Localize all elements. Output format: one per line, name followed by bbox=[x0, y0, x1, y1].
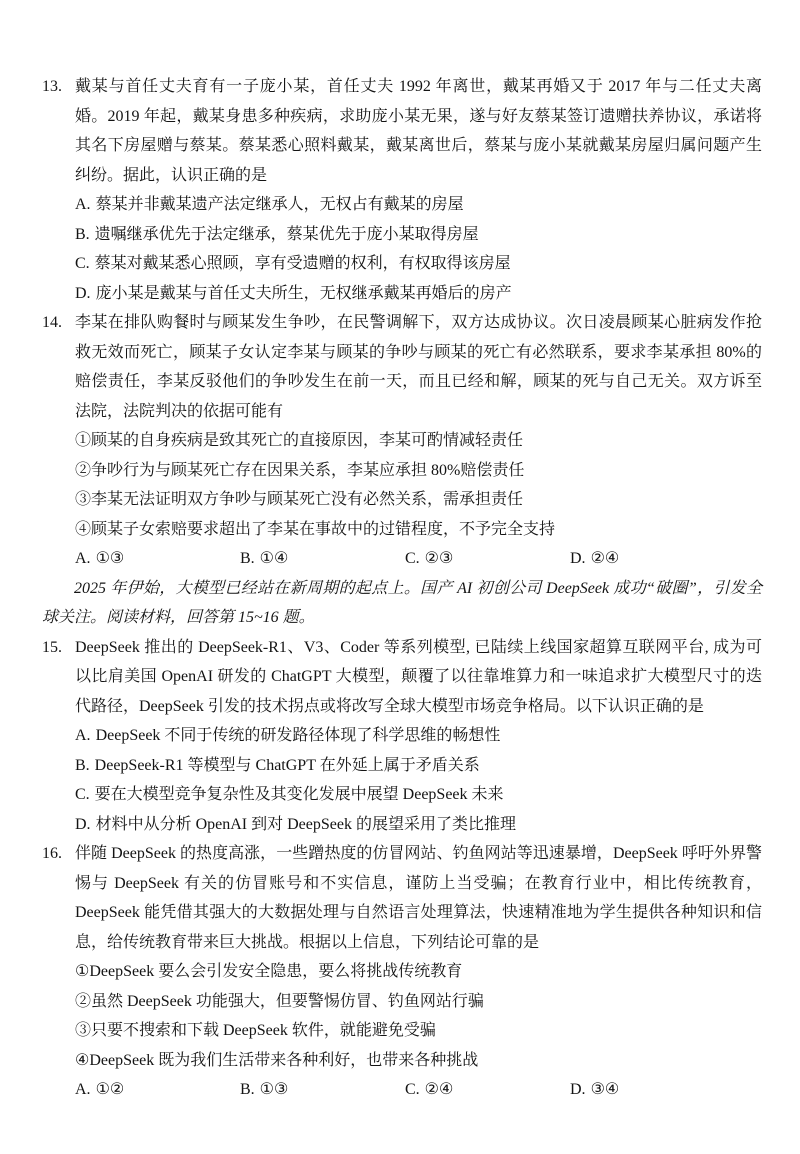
option-label: D. bbox=[75, 284, 91, 302]
choice-label: A. bbox=[75, 1081, 91, 1098]
option-row-c bbox=[75, 780, 762, 810]
option-row-a bbox=[75, 190, 762, 220]
option-row-c bbox=[75, 249, 762, 279]
option-text: DeepSeek 不同于传统的研发路径体现了科学思维的畅想性 bbox=[95, 727, 501, 744]
option-label: C. bbox=[75, 255, 90, 272]
choice-a bbox=[75, 544, 240, 574]
choice-label: C. bbox=[405, 550, 420, 567]
option-text: 要在大模型竞争复杂性及其变化发展中展望 DeepSeek 未来 bbox=[94, 786, 504, 803]
choice-a bbox=[75, 1075, 240, 1105]
choice-label: D. bbox=[570, 1081, 586, 1098]
choices-row bbox=[75, 1075, 762, 1105]
choice-value: ②④ bbox=[590, 550, 620, 567]
statement-item-4: ④DeepSeek 既为我们生活带来各种利好，也带来各种挑战 bbox=[75, 1051, 479, 1069]
question-14 bbox=[42, 308, 762, 574]
option-row-b bbox=[75, 751, 762, 781]
choice-c bbox=[405, 1075, 570, 1105]
option-label: B. bbox=[75, 225, 90, 243]
option-label: A. bbox=[75, 196, 91, 213]
choice-value: ②④ bbox=[424, 1081, 454, 1098]
option-text: 材料中从分析 OpenAI 到对 DeepSeek 的展望采用了类比推理 bbox=[95, 815, 516, 833]
choice-value: ①② bbox=[95, 1081, 125, 1098]
question-number: 15. bbox=[42, 638, 62, 656]
question-16 bbox=[42, 839, 762, 1105]
choice-value: ③④ bbox=[590, 1081, 620, 1098]
option-label: D. bbox=[75, 815, 91, 833]
question-stem: DeepSeek 推出的 DeepSeek-R1、V3、Coder 等系列模型, 已陆续上线国家超算互联网平台, 成为可以比肩美国 OpenAI 研发的 ChatGPT 大模型，颠覆了以往靠堆算力和一味追求扩大模型尺寸的迭代路径，DeepSeek 引发的技术拐点或将改写全球大模型市场竞争格局。以下认识正确的是 bbox=[75, 638, 762, 715]
option-row-d bbox=[75, 279, 762, 309]
question-number: 14. bbox=[42, 314, 62, 331]
choice-value: ①③ bbox=[259, 1081, 289, 1098]
question-stem: 戴某与首任丈夫育有一子庞小某，首任丈夫 1992 年离世，戴某再婚又于 2017 年与二任丈夫离婚。2019 年起，戴某身患多种疾病，求助庞小某无果，遂与好友蔡某签订遗赠扶养协议，承诺将其名下房屋赠与蔡某。蔡某悉心照料戴某，戴某离世后，蔡某与庞小某就戴某房屋归属问题产生纠纷。据此，认识正确的是 bbox=[75, 78, 762, 184]
option-row-b bbox=[75, 220, 762, 250]
choice-value: ①③ bbox=[95, 550, 125, 567]
choice-d bbox=[570, 1075, 762, 1105]
option-label: A. bbox=[75, 727, 91, 744]
option-label: B. bbox=[75, 756, 90, 774]
choice-label: B. bbox=[240, 1081, 255, 1098]
option-text: 庞小某是戴某与首任丈夫所生，无权继承戴某再婚后的房产 bbox=[95, 284, 512, 302]
option-text: 蔡某对戴某悉心照顾，享有受遗赠的权利，有权取得该房屋 bbox=[94, 255, 511, 272]
question-number: 13. bbox=[42, 78, 62, 95]
choice-label: A. bbox=[75, 550, 91, 567]
option-text: DeepSeek-R1 等模型与 ChatGPT 在外延上属于矛盾关系 bbox=[94, 756, 480, 774]
option-text: 遗嘱继承优先于法定继承，蔡某优先于庞小某取得房屋 bbox=[94, 225, 479, 243]
option-label: C. bbox=[75, 786, 90, 803]
intro-paragraph: 2025 年伊始，大模型已经站在新周期的起点上。国产 AI 初创公司 DeepSeek 成功“破圈”，引发全球关注。阅读材料，回答第 15~16 题。 bbox=[42, 579, 762, 626]
question-15 bbox=[42, 633, 762, 840]
statement-item-1: ①顾某的自身疾病是致其死亡的直接原因，李某可酌情减轻责任 bbox=[75, 432, 524, 449]
choice-d bbox=[570, 544, 762, 574]
choice-value: ②③ bbox=[424, 550, 454, 567]
statement-item-1: ①DeepSeek 要么会引发安全隐患，要么将挑战传统教育 bbox=[75, 963, 463, 980]
question-stem: 李某在排队购餐时与顾某发生争吵，在民警调解下，双方达成协议。次日凌晨顾某心脏病发作抢救无效而死亡，顾某子女认定李某与顾某的争吵与顾某的死亡有必然联系，要求李某承担 80%的赔偿责任，李某反驳他们的争吵发生在前一天，而且已经和解，顾某的死与自己无关。双方诉至法院，法院判决的依据可能有 bbox=[75, 314, 762, 420]
statement-item-2: ②争吵行为与顾某死亡存在因果关系，李某应承担 80%赔偿责任 bbox=[75, 461, 525, 479]
option-row-d bbox=[75, 810, 762, 840]
statement-item-3: ③只要不搜索和下载 DeepSeek 软件，就能避免受骗 bbox=[75, 1022, 436, 1039]
option-row-a bbox=[75, 721, 762, 751]
option-text: 蔡某并非戴某遗产法定继承人，无权占有戴某的房屋 bbox=[95, 196, 464, 213]
choice-label: C. bbox=[405, 1081, 420, 1098]
choices-row bbox=[75, 544, 762, 574]
question-stem: 伴随 DeepSeek 的热度高涨，一些蹭热度的仿冒网站、钓鱼网站等迅速暴增，DeepSeek 呼吁外界警惕与 DeepSeek 有关的仿冒账号和不实信息，谨防上当受骗；在教育行业中，相比传统教育，DeepSeek 能凭借其强大的大数据处理与自然语言处理算法，快速精准地为学生提供各种知识和信息，给传统教育带来巨大挑战。根据以上信息，下列结论可靠的是 bbox=[75, 845, 762, 951]
choice-c bbox=[405, 544, 570, 574]
question-number: 16. bbox=[42, 845, 62, 862]
choice-b bbox=[240, 544, 405, 574]
choice-b bbox=[240, 1075, 405, 1105]
statement-item-4: ④顾某子女索赔要求超出了李某在事故中的过错程度，不予完全支持 bbox=[75, 520, 556, 538]
question-13 bbox=[42, 72, 762, 308]
statement-item-3: ③李某无法证明双方争吵与顾某死亡没有必然关系，需承担责任 bbox=[75, 491, 524, 508]
statement-item-2: ②虽然 DeepSeek 功能强大，但要警惕仿冒、钓鱼网站行骗 bbox=[75, 992, 484, 1010]
choice-label: D. bbox=[570, 550, 586, 567]
choice-label: B. bbox=[240, 550, 255, 567]
choice-value: ①④ bbox=[259, 550, 289, 567]
